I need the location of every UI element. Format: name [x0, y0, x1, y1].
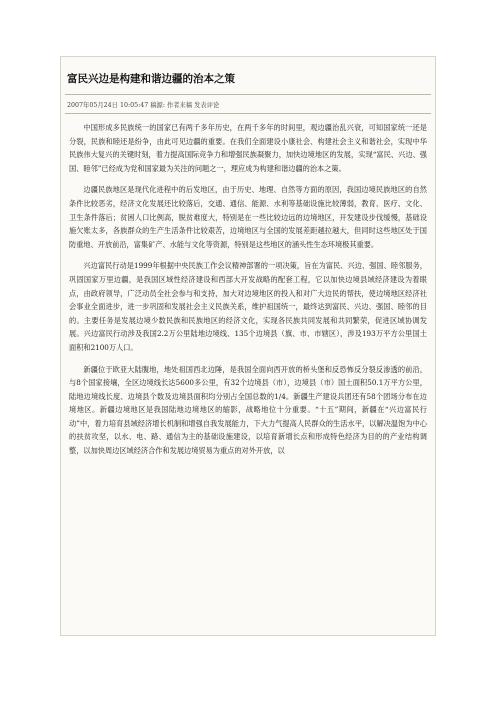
- article-meta: 2007年05月24日 10:05:47 稿源: 作者来稿 发表评论: [67, 102, 220, 109]
- article-page: [60, 56, 436, 636]
- paragraph-4: 新疆位于欧亚大陆腹地，地处祖国西北边陲，是我国全面向西开放的桥头堡和反恐怖反分裂反渗透的前沿，与8个国家接壤，全区边境线长达5600多公里，有32个边境县（市），边境县（市）国土面积50.1万平方公里，陆地边境线长度、边境县个数及边境县面积均分别占全国总数的1/4。新疆生产建设兵团还有58个团场分布在边境地区。新疆边境地区是我国陆地边境地区的缩影，战略地位十分重要。“十五”期间，新疆在“兴边富民行动”中，着力培育县域经济增长机制和增强自我发展能力，下大力气提高人民群众的生活水平，以解决温饱为中心的扶贫攻坚，以水、电、路、通信为主的基础设施建设，以培育新增长点和形成特色经济为目的的产业结构调整，以加快周边区域经济合作和发展边境贸易为重点的对外开放，以: [69, 364, 427, 456]
- paragraph-2: 边疆民族地区是现代化进程中的后发地区，由于历史、地理、自然等方面的原因，我国边境民族地区的自然条件比较恶劣，经济文化发展还比较落后，交通、通信、能源、水利等基础设施比较薄弱，教育、医疗、文化、卫生条件落后；贫困人口比例高，脱贫难度大，特别是在一些比较边远的边境地区，开发建设步伐缓慢，基础设施欠账太多，各族群众的生产生活条件比较艰苦，边境地区与全国的发展差距越拉越大，但同时这些地区处于国防重地、开放前沿，富集矿产、水能与文化等资源，特别是这些地区的涵头性生态环境极其重要。: [69, 185, 427, 249]
- meta-divider: [65, 113, 431, 114]
- paragraph-1: 中国形成多民族统一的国家已有两千多年历史，在两千多年的时间里，观边疆治乱兴衰，可知国家统一还是分裂，民族和睦还是纷争，由此可见边疆的重要。在我们全面建设小康社会、构建社会主义和谐社会，实现中华民族伟大复兴的关键时刻，着力提高国际竞争力和增强民族凝聚力，加快边境地区的发展，实现“富民、兴边、强国、睦邻”已经成为党和国家最为关注的问题之一，理应成为构建和谐边疆的治本之策。: [69, 123, 427, 173]
- article-title: 富民兴边是构建和谐边疆的治本之策: [67, 73, 235, 85]
- article-body: [61, 121, 435, 458]
- paragraph-3: 兴边富民行动是1999年根据中央民族工作会议精神部署的一项决策，旨在为富民、兴边、强国、睦邻服务，巩固国家万里边疆，是我国区域性经济建设和西部大开发战略的配套工程，它以加快边境县域经济建设为着眼点，由政府领导，广泛动员全社会参与和支持，加大对边境地区的投入和对广大边民的帮扶，使边境地区经济社会事业全面进步，进一步巩固和发展社会主义民族关系，维护祖国统一，最终达到富民、兴边、强国、睦邻的目的。主要任务是发展边境少数民族和民族地区的经济文化，实现各民族共同发展和共同繁荣，促进区域协调发展。兴边富民行动涉及我国2.2万公里陆地边境线、135个边境县（旗、市、市辖区），涉及193万平方公里国土面积和2100万人口。: [69, 261, 427, 352]
